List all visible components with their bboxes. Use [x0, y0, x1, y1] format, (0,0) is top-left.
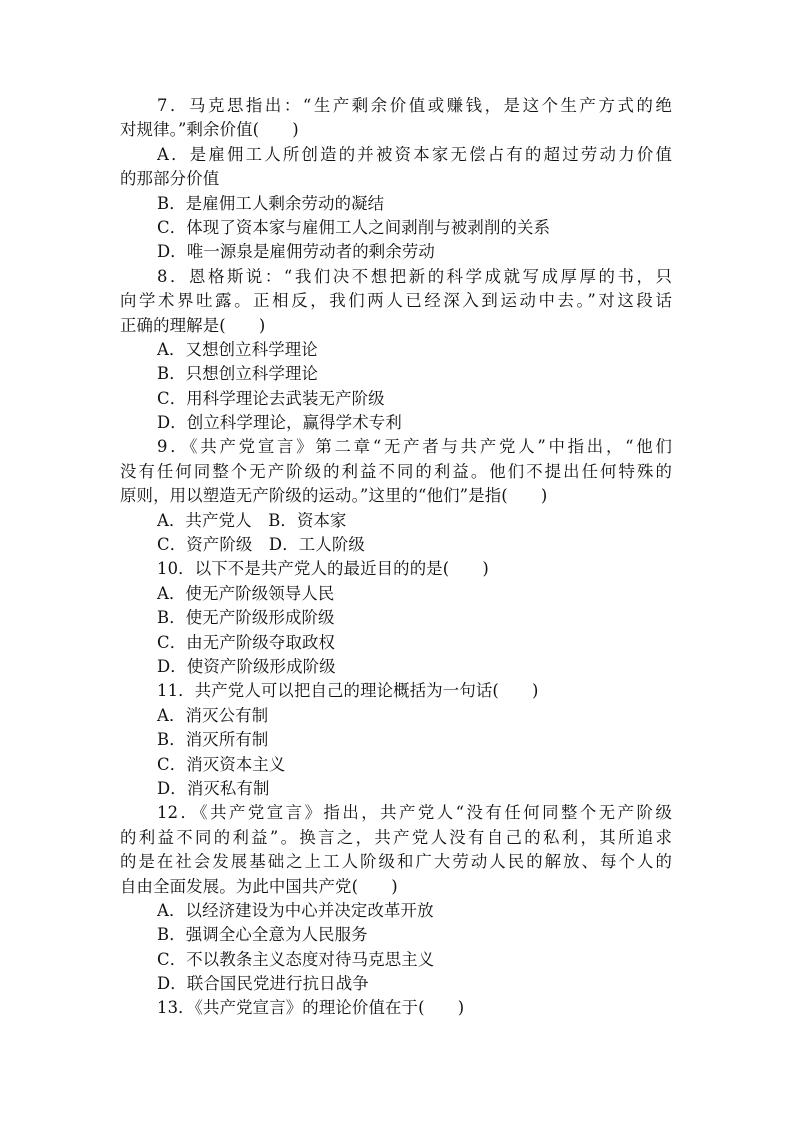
question-stem-line: 10．以下不是共产党人的最近目的的是( )	[157, 559, 489, 579]
answer-option: A．共产党人 B．资本家	[157, 510, 347, 530]
question-block	[120, 679, 672, 801]
question-block	[120, 801, 672, 996]
question-stem-line: 8．恩格斯说：“我们决不想把新的科学成就写成厚厚的书，只	[157, 266, 672, 286]
question-stem-line: 对规律。”剩余价值( )	[120, 120, 299, 140]
answer-option: 的那部分价值	[120, 169, 220, 189]
answer-option: C．体现了资本家与雇佣工人之间剥削与被剥削的关系	[157, 217, 551, 237]
question-stem-line: 的是在社会发展基础之上工人阶级和广大劳动人民的解放、每个人的	[120, 852, 672, 872]
answer-option: B．只想创立科学理论	[157, 364, 319, 384]
answer-option: A．使无产阶级领导人民	[157, 583, 335, 603]
answer-option: A．又想创立科学理论	[157, 339, 318, 359]
question-block	[120, 94, 672, 265]
answer-option: D．创立科学理论，赢得学术专利	[157, 413, 402, 433]
question-block	[120, 265, 672, 436]
question-block	[120, 557, 672, 679]
question-stem-line: 没有任何同整个无产阶级的利益不同的利益。他们不提出任何特殊的	[120, 461, 672, 481]
answer-option: C．不以教条主义态度对待马克思主义	[157, 949, 435, 969]
question-stem-line: 正确的理解是( )	[120, 315, 266, 335]
question-stem-line: 的利益不同的利益”。换言之，共产党人没有自己的私利，其所追求	[120, 827, 672, 847]
question-stem-line: 13．《共产党宣言》的理论价值在于( )	[157, 998, 465, 1018]
answer-option: C．用科学理论去武装无产阶级	[157, 388, 385, 408]
question-stem-line: 原则，用以塑造无产阶级的运动。”这里的“他们”是指( )	[120, 486, 548, 506]
answer-option: A．消灭公有制	[157, 705, 269, 725]
question-stem-line: 11．共产党人可以把自己的理论概括为一句话( )	[157, 681, 539, 701]
question-stem-line: 9．《共产党宣言》第二章“无产者与共产党人”中指出，“他们	[157, 437, 672, 457]
answer-option: D．唯一源泉是雇佣劳动者的剩余劳动	[157, 242, 435, 262]
question-stem-line: 12．《共产党宣言》指出，共产党人“没有任何同整个无产阶级	[157, 803, 672, 823]
answer-option: B．强调全心全意为人民服务	[157, 925, 368, 945]
question-block	[120, 996, 672, 1020]
answer-option: A．是雇佣工人所创造的并被资本家无偿占有的超过劳动力价值	[157, 144, 672, 164]
question-block	[120, 435, 672, 557]
answer-option: D．联合国民党进行抗日战争	[157, 974, 369, 994]
answer-option: C．由无产阶级夺取政权	[157, 632, 336, 652]
answer-option: A．以经济建设为中心并决定改革开放	[157, 900, 434, 920]
question-stem-line: 自由全面发展。为此中国共产党( )	[120, 876, 398, 896]
question-stem-line: 向学术界吐露。正相反，我们两人已经深入到运动中去。”对这段话	[120, 291, 672, 311]
document-page	[120, 94, 672, 1021]
answer-option: D．使资产阶级形成阶级	[157, 656, 336, 676]
answer-option: D．消灭私有制	[157, 778, 270, 798]
answer-option: B．是雇佣工人剩余劳动的凝结	[157, 193, 385, 213]
answer-option: C．资产阶级 D．工人阶级	[157, 535, 365, 555]
question-stem-line: 7．马克思指出：“生产剩余价值或赚钱，是这个生产方式的绝	[157, 96, 672, 115]
answer-option: B．消灭所有制	[157, 730, 269, 750]
answer-option: C．消灭资本主义	[157, 754, 286, 774]
answer-option: B．使无产阶级形成阶级	[157, 608, 335, 628]
